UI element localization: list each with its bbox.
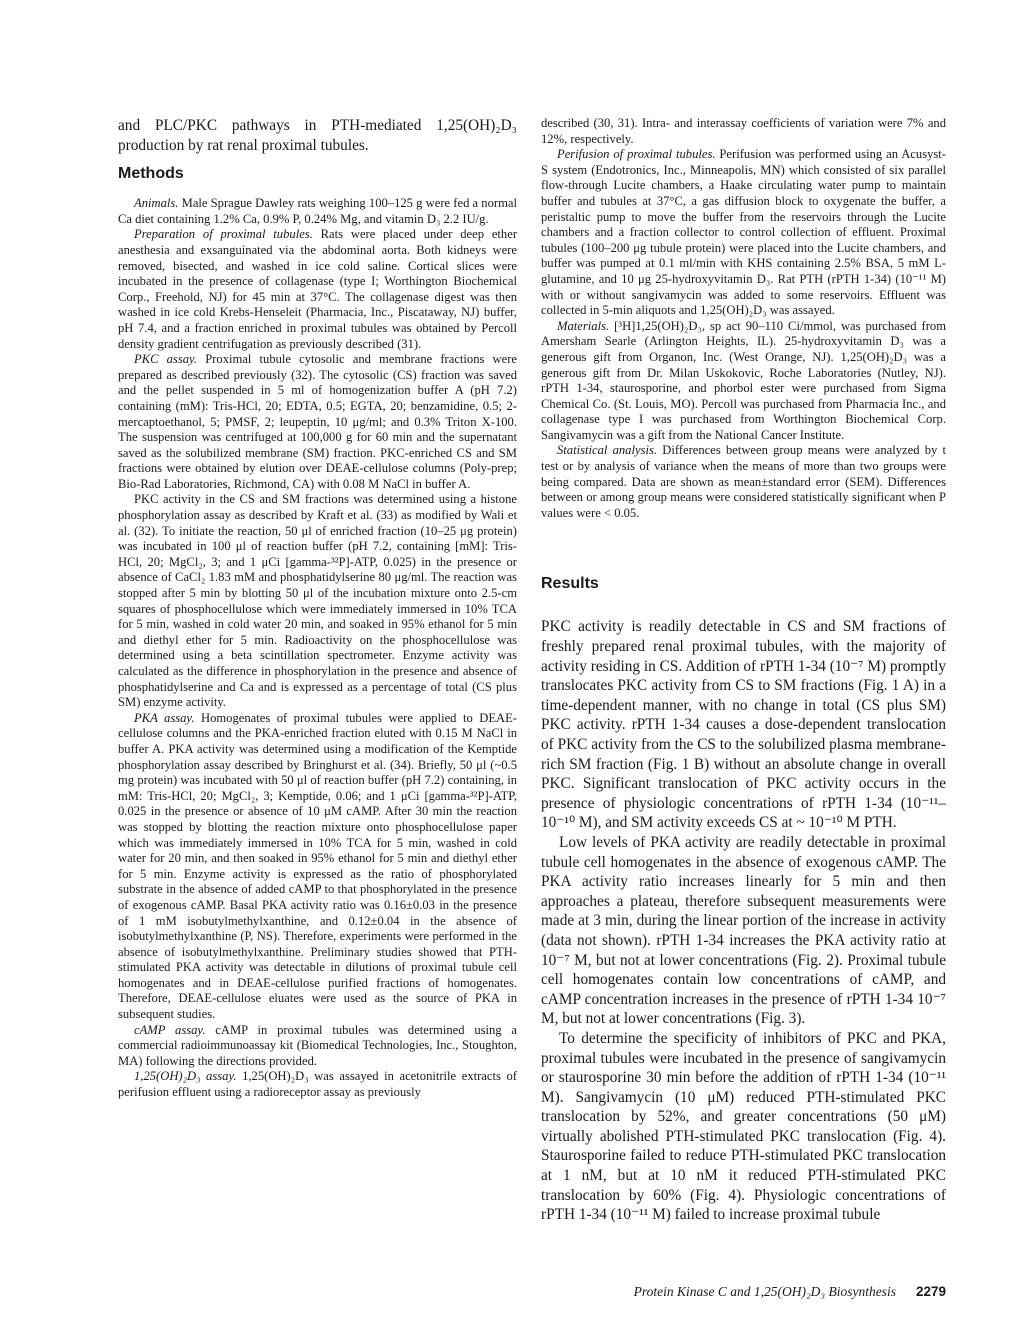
methods-heading: Methods xyxy=(118,165,184,183)
paragraph-text: Male Sprague Dawley rats weighing 100–125 g were fed a normal Ca diet containing 1.2% Ca, 0.9% P, 0.24% Mg, and vitamin D₃ 2.2 IU/g. xyxy=(118,196,517,226)
lead-paragraph: and PLC/PKC pathways in PTH-mediated 1,25(OH)₂D₃ production by rat renal proximal tubules. xyxy=(118,117,517,154)
methods-paragraph xyxy=(541,116,946,147)
methods-paragraph xyxy=(118,196,517,227)
paragraph-text: Proximal tubule cytosolic and membrane fractions were prepared as described previously (32). The cytosolic (CS) fraction was saved and the pellet suspended in 5 ml of homogenization buffer A (pH 7.2) containing (mM): Tris-HCl, 20; EDTA, 0.5; EGTA, 20; benzamidine, 0.5; 2-mercaptoethanol, 5; PMSF, 2; leupeptin, 10 μg/ml; and 0.3% Triton X-100. The suspension was centrifuged at 100,000 g for 60 min and the supernatant saved as the solubilized membrane (SM) fraction. PKC-enriched CS and SM fractions were obtained by elution over DEAE-cellulose columns (Poly-prep; Bio-Rad Laboratories, Richmond, CA) with 0.08 M NaCl in buffer A. xyxy=(118,352,517,491)
running-title: Protein Kinase C and 1,25(OH)₂D₃ Biosynthesis xyxy=(633,1284,896,1299)
paragraph-label: Preparation of proximal tubules. xyxy=(134,227,313,242)
paragraph-text: Rats were placed under deep ether anesthesia and exsanguinated via the abdominal aorta. Both kidneys were removed, bisected, and washed in ice cold saline. Cortical slices were incubated in the presence of collagenase (type I; Worthington Biochemical Corp., Freehold, NJ) for 45 min at 37°C. The collagenase digest was then washed in ice cold Krebs-Henseleit (Pharmacia, Inc., Piscataway, NJ) buffer, pH 7.4, and a fraction enriched in proximal tubules was obtained by Percoll density gradient centrifugation as previously described (31). xyxy=(118,227,518,351)
results-paragraph: PKC activity is readily detectable in CS and SM fractions of freshly prepared renal proximal tubules, with the majority of activity residing in CS. Addition of rPTH 1-34 (10⁻⁷ M) promptly translocates PKC activity from CS to SM fractions (Fig. 1 A) in a time-dependent manner, with no change in total (CS plus SM) PKC activity. rPTH 1-34 causes a dose-dependent translocation of PKC activity from the CS to the solubilized plasma membrane-rich SM fraction (Fig. 1 B) without an absolute change in overall PKC. Significant translocation of PKC activity occurs in the presence of physiologic concentrations of rPTH 1-34 (10⁻¹¹–10⁻¹⁰ M), and SM activity exceeds CS at ~ 10⁻¹⁰ M PTH. xyxy=(541,618,946,832)
paragraph-label: PKC assay. xyxy=(134,352,198,367)
paragraph-text: cAMP in proximal tubules was determined using a commercial radioimmunoassay kit (Biomedical Technologies, Inc., Stoughton, MA) following the directions provided. xyxy=(118,1022,518,1068)
page-footer xyxy=(570,1284,946,1300)
paragraph-label: cAMP assay. xyxy=(134,1022,206,1037)
methods-paragraph xyxy=(118,1069,517,1100)
right-column xyxy=(541,116,946,1225)
paragraph-label: Statistical analysis. xyxy=(557,443,658,458)
methods-paragraph xyxy=(541,443,946,521)
paragraph-text: [³H]1,25(OH)₂D₃, sp act 90–110 Ci/mmol, was purchased from Amersham Searle (Arlington Heights, IL). 25-hydroxyvitamin D₃ was a generous gift from Organon, Inc. (West Orange, NJ). 1,25(OH)₂D₃ was a generous gift from Dr. Milan Uskokovic, Roche Laboratories (Nutley, NJ). rPTH 1-34, staurosporine, and phorbol ester were purchased from Sigma Chemical Co. (St. Louis, MO). Percoll was purchased from Pharmacia Inc., and collagenase type I was purchased from Worthington Biochemical Corp. Sangivamycin was a gift from the National Cancer Institute. xyxy=(541,318,946,442)
methods-paragraph xyxy=(541,147,946,319)
methods-paragraph xyxy=(541,319,946,444)
paragraph-text: described (30, 31). Intra- and interassay coefficients of variation were 7% and 12%, respectively. xyxy=(541,116,946,146)
methods-paragraph xyxy=(118,492,517,710)
methods-paragraph xyxy=(118,1023,517,1070)
paragraph-text: PKC activity in the CS and SM fractions was determined using a histone phosphorylation assay as described by Kraft et al. (33) as modified by Wali et al. (32). To initiate the reaction, 50 μl of enriched fraction (10–25 μg protein) was incubated in 100 μl of reaction buffer (pH 7.2, containing [mM]: Tris-HCl, 20; MgCl₂, 3; and 1 μCi [gamma-³²P]-ATP, 0.025) in the presence or absence of CaCl₂ 1.83 mM and phosphatidylserine 80 μg/ml. The reaction was stopped after 5 min by blotting 50 μl of the incubation mixture onto 2.5-cm squares of phosphocellulose which were immediately immersed in 10% TCA for 5 min, washed in cold water 20 min, and soaked in 95% ethanol for 5 min and diethyl ether for 5 min. Radioactivity on the phosphocellulose was determined using a beta scintillation spectrometer. Enzyme activity was calculated as the difference in phosphorylation in the presence and absence of phosphatidylserine and Ca and is expressed as a percentage of total (CS plus SM) enzyme activity. xyxy=(118,492,517,710)
paragraph-text: Differences between group means were analyzed by t test or by analysis of variance when the means of more than two groups were being compared. Data are shown as mean±standard error (SEM). Differences between or among group means were considered statistically significant when P values were < 0.05. xyxy=(541,443,946,520)
paragraph-text: Perifusion was performed using an Acusyst-S system (Endotronics, Inc., Minneapolis, MN) which consisted of six parallel flow-through Lucite chambers, a Haake circulating water pump to maintain buffer and tubules at 37°C, a gas diffusion block to oxygenate the buffer, a peristaltic pump to move the buffer from the reservoirs through the Lucite chambers and a fraction collector to control collection of effluent. Proximal tubules (100–200 μg tubule protein) were placed into the Lucite chambers, and buffer was pumped at 0.1 ml/min with KHS containing 2.5% BSA, 5 mM L-glutamine, and 10 μg 25-hydroxyvitamin D₃. Rat PTH (rPTH 1-34) (10⁻¹¹ M) with or without sangivamycin was added to some reservoirs. Effluent was collected in 5-min aliquots and 1,25(OH)₂D₃ was assayed. xyxy=(541,147,946,318)
results-paragraph: Low levels of PKA activity are readily detectable in proximal tubule cell homogenates in the absence of exogenous cAMP. The PKA activity ratio increases linearly for 5 min and then approaches a plateau, therefore subsequent measurements were made at 3 min, during the linear portion of the increase in activity (data not shown). rPTH 1-34 increases the PKA activity ratio at 10⁻⁷ M, but not at lower concentrations (Fig. 2). Proximal tubule cell homogenates contain low concentrations of cAMP, and cAMP concentration increases in the presence of rPTH 1-34 10⁻⁷ M, but not at lower concentrations (Fig. 3). xyxy=(541,833,946,1028)
paragraph-label: Perifusion of proximal tubules. xyxy=(557,147,716,162)
paragraph-label: PKA assay. xyxy=(134,710,195,725)
results-paragraph: To determine the specificity of inhibitors of PKC and PKA, proximal tubules were incubated in the presence of sangivamycin or staurosporine 30 min before the addition of rPTH 1-34 (10⁻¹¹ M). Sangivamycin (10 μM) reduced PTH-stimulated PKC translocation by 52%, and greater concentrations (50 μM) virtually abolished PTH-stimulated PKC translocation (Fig. 4). Staurosporine failed to reduce PTH-stimulated PKC translocation at 1 nM, but at 10 nM it reduced PTH-stimulated PKC translocation by 60% (Fig. 4). Physiologic concentrations of rPTH 1-34 (10⁻¹¹ M) failed to increase proximal tubule xyxy=(541,1029,946,1224)
paragraph-label: Materials. xyxy=(557,318,610,333)
paragraph-text: 1,25(OH)₂D₃ was assayed in acetonitrile extracts of perifusion effluent using a radioreceptor assay as previously xyxy=(118,1069,517,1100)
paragraph-label: 1,25(OH)₂D₃ assay. xyxy=(134,1069,237,1084)
methods-paragraph xyxy=(118,227,517,352)
left-column xyxy=(118,116,517,1101)
results-heading: Results xyxy=(541,575,599,593)
methods-paragraph xyxy=(118,711,517,1023)
paragraph-label: Animals. xyxy=(134,196,179,211)
page-number: 2279 xyxy=(915,1284,946,1299)
paragraph-text: Homogenates of proximal tubules were applied to DEAE-cellulose columns and the PKA-enriched fraction eluted with 0.15 M NaCl in buffer A. PKA activity was determined using a modification of the Kemptide phosphorylation assay described by Bringhurst et al. (34). Briefly, 50 μl (~0.5 mg protein) was incubated with 50 μl of reaction buffer (pH 7.2) containing, in mM: Tris-HCl, 20; MgCl₂, 3; Kemptide, 0.06; and 1 μCi [gamma-³²P]-ATP, 0.025 in the presence or absence of 10 μM cAMP. After 30 min the reaction was stopped by blotting the reaction mixture onto phosphocellulose paper which was immediately immersed in 10% TCA for 5 min, washed in cold water for 20 min, and then soaked in 95% ethanol for 5 min and diethyl ether for 5 min. Enzyme activity is expressed as the ratio of phosphorylated substrate in the absence of added cAMP to that phosphorylated in the presence of exogenous cAMP. Basal PKA activity ratio was 0.16±0.03 in the presence of 1 mM isobutylmethylxanthine, and 0.12±0.04 in the absence of isobutylmethylxanthine (P, NS). Therefore, experiments were performed in the absence of isobutylmethylxanthine. Preliminary studies showed that PTH-stimulated PKA activity was detectable in dilutions of proximal tubule cell homogenates and in DEAE-cellulose purified fractions of homogenates. Therefore, DEAE-cellulose eluates were used as the source of PKA in subsequent studies. xyxy=(118,710,517,1022)
methods-paragraph xyxy=(118,352,517,492)
